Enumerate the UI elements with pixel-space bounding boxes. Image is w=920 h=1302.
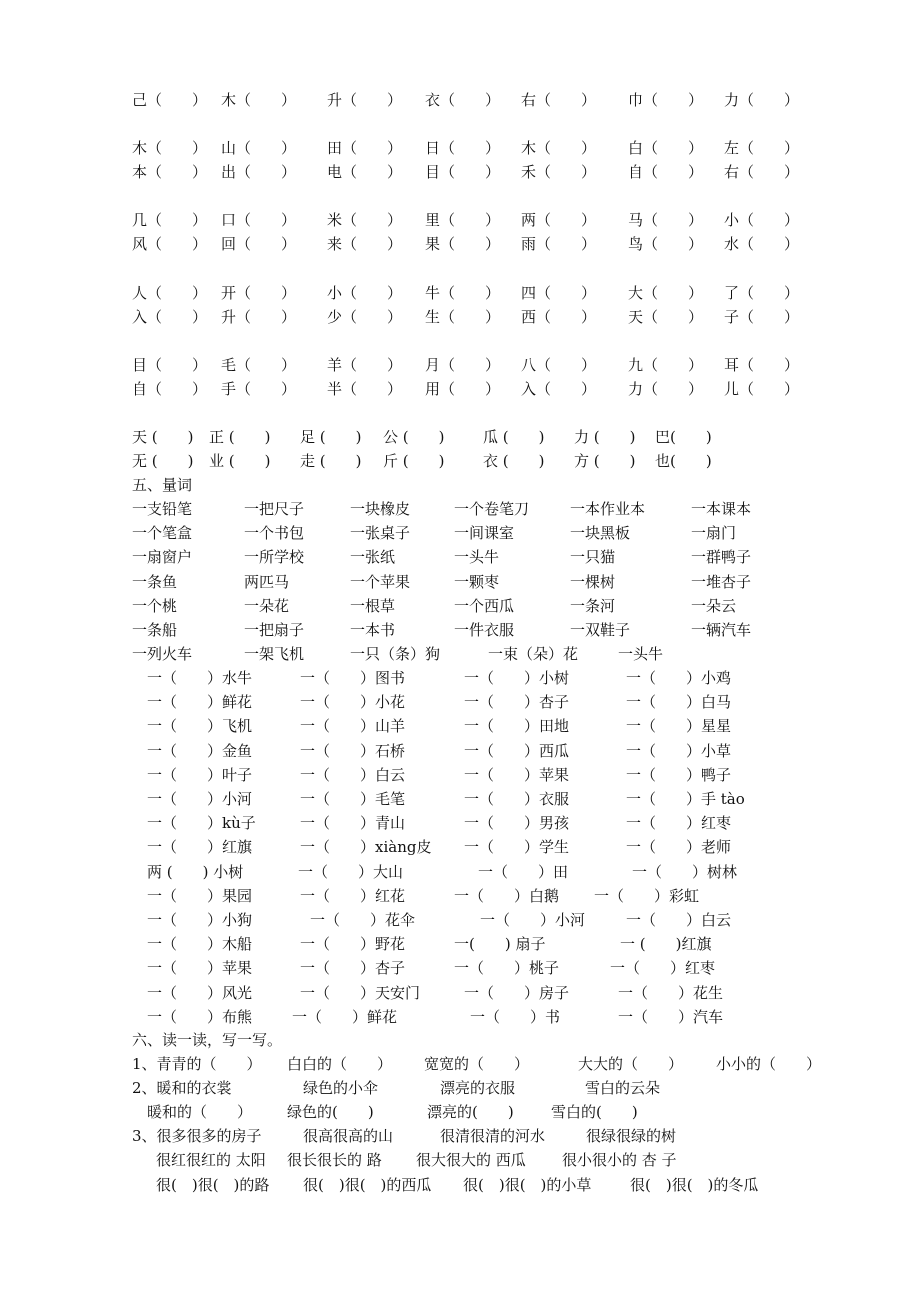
char-blank: 人（ ） [132, 284, 208, 302]
fill-blank: 一（ ）小河 [147, 790, 253, 808]
char-blank: 木（ ） [132, 139, 208, 157]
example-phrase: 一把扇子 [244, 621, 305, 639]
fill-blank: 一（ ）小狗 [147, 911, 253, 929]
read-write-phrase: 漂亮的( ) [427, 1103, 514, 1121]
example-row [0, 594, 920, 618]
fill-blank: 一（ ）田地 [464, 717, 570, 736]
read-write-phrase: 很绿很绿的树 [586, 1127, 677, 1145]
example-row [0, 618, 920, 642]
fill-blank: 一（ ）学生 [464, 838, 570, 857]
fill-blank: 一（ ）kù子 [147, 814, 256, 833]
fill-blank: 一（ ）毛笔 [300, 790, 406, 808]
char-blank: 自（ ） [132, 380, 208, 398]
char-blank: 左（ ） [724, 139, 800, 157]
example-phrase: 一扇门 [691, 524, 737, 543]
example-phrase: 一本书 [350, 621, 396, 639]
read-write-phrase: 很( )很( )的西瓜 [303, 1176, 432, 1194]
char-blank: 口（ ） [221, 211, 297, 229]
example-phrase: 一双鞋子 [570, 621, 631, 639]
section-5-title: 五、量词 [132, 476, 193, 494]
fill-blank: 一（ ）花生 [618, 983, 724, 1002]
char-blank: 羊（ ） [327, 356, 403, 374]
fill-row [0, 1005, 920, 1029]
example-phrase: 一张纸 [350, 548, 396, 567]
fill-blank: 一（ ）书 [470, 1007, 561, 1026]
char-blank: 业 ( ) [209, 452, 271, 470]
example-phrase: 一个苹果 [350, 572, 411, 591]
fill-blank: 一（ ）图书 [300, 669, 406, 687]
fill-blank: 一（ ）杏子 [464, 693, 570, 712]
char-blank: 西（ ） [521, 308, 597, 326]
read-write-phrase: 小小的（ ） [716, 1055, 822, 1073]
char-row [0, 88, 920, 112]
char-blank: 出（ ） [221, 163, 297, 181]
fill-blank: 一（ ）红枣 [626, 814, 732, 833]
char-row [0, 160, 920, 184]
char-blank: 鸟（ ） [628, 235, 704, 253]
read-write-phrase: 很红很红的 太阳 [156, 1151, 266, 1169]
read-write-row [0, 1100, 920, 1124]
fill-blank: 一（ ）红花 [300, 886, 406, 905]
read-write-row [0, 1148, 920, 1172]
example-phrase: 一架飞机 [244, 645, 305, 664]
char-row [0, 425, 920, 449]
fill-row [0, 956, 920, 980]
fill-blank: 一（ ）星星 [626, 717, 732, 736]
example-phrase: 一块黑板 [570, 524, 631, 543]
fill-blank: 一 ( )红旗 [620, 935, 712, 954]
read-write-phrase: 2、暖和的衣裳 [132, 1079, 232, 1097]
char-blank: 力（ ） [628, 380, 704, 398]
example-phrase: 一条鱼 [132, 572, 178, 591]
char-blank: 马（ ） [628, 211, 704, 229]
fill-blank: 一（ ）石桥 [300, 741, 406, 760]
read-write-phrase: 漂亮的衣服 [440, 1079, 516, 1097]
fill-row [0, 811, 920, 835]
section-6-title: 六、读一读，写一写。 [132, 1031, 283, 1049]
example-phrase: 一根草 [350, 596, 396, 615]
char-blank: 耳（ ） [724, 356, 800, 374]
char-blank: 来（ ） [327, 235, 403, 253]
char-blank: 入（ ） [521, 380, 597, 398]
char-blank: 力（ ） [724, 91, 800, 109]
fill-blank: 一（ ）老师 [626, 838, 732, 857]
char-blank: 小（ ） [724, 211, 800, 229]
char-blank: 入（ ） [132, 308, 208, 326]
example-phrase: 一朵花 [244, 596, 290, 615]
fill-blank: 一（ ）叶子 [147, 765, 253, 784]
char-blank: 公 ( ) [383, 428, 445, 446]
read-write-phrase: 宽宽的（ ） [424, 1055, 530, 1073]
fill-blank: 一（ ）大山 [298, 862, 404, 881]
char-blank: 山（ ） [221, 139, 297, 157]
fill-blank: 一（ ）野花 [300, 935, 406, 954]
fill-blank: 一（ ）汽车 [618, 1007, 724, 1026]
example-phrase: 一件衣服 [454, 621, 515, 639]
example-phrase: 一条河 [570, 596, 616, 615]
char-row [0, 281, 920, 305]
char-blank: 衣（ ） [425, 91, 501, 109]
fill-blank: 一（ ）杏子 [300, 959, 406, 978]
fill-row [0, 787, 920, 811]
fill-blank: 一（ ）手 tào [626, 790, 745, 808]
example-phrase: 一棵树 [570, 572, 616, 591]
example-phrase: 一只猫 [570, 548, 616, 567]
read-write-phrase: 白白的（ ） [287, 1055, 393, 1073]
char-blank: 田（ ） [327, 139, 403, 157]
read-write-phrase: 雪白的云朵 [585, 1079, 661, 1097]
fill-blank: 一（ ）苹果 [147, 959, 253, 978]
read-write-phrase: 大大的（ ） [578, 1055, 684, 1073]
fill-blank: 一（ ）鸭子 [626, 765, 732, 784]
char-blank: 巾（ ） [628, 91, 704, 109]
example-phrase: 一个笔盒 [132, 524, 193, 543]
char-blank: 天（ ） [628, 308, 704, 326]
read-write-phrase: 绿色的( ) [287, 1103, 374, 1121]
char-row [0, 232, 920, 256]
char-blank: 雨（ ） [521, 235, 597, 253]
example-phrase: 一所学校 [244, 548, 305, 567]
example-phrase: 一列火车 [132, 645, 193, 664]
char-blank: 米（ ） [327, 211, 403, 229]
example-phrase: 一辆汽车 [691, 621, 752, 639]
char-blank: 子（ ） [724, 308, 800, 326]
example-phrase: 一支铅笔 [132, 500, 193, 518]
example-row [0, 497, 920, 521]
char-blank: 也( ) [655, 452, 712, 470]
fill-blank: 一（ ）白云 [626, 911, 732, 929]
example-phrase: 一群鸭子 [691, 548, 752, 567]
char-blank: 九（ ） [628, 356, 704, 374]
fill-blank: 一（ ）红枣 [610, 959, 716, 978]
fill-blank: 一（ ）男孩 [464, 814, 570, 833]
example-phrase: 一个卷笔刀 [454, 500, 530, 518]
fill-blank: 一（ ）白马 [626, 693, 732, 712]
char-blank: 日（ ） [425, 139, 501, 157]
fill-blank: 一（ ）衣服 [464, 790, 570, 808]
fill-blank: 一（ ）青山 [300, 814, 406, 833]
char-blank: 足 ( ) [300, 428, 362, 446]
char-blank: 白（ ） [628, 139, 704, 157]
char-blank: 右（ ） [521, 91, 597, 109]
fill-row [0, 714, 920, 738]
char-blank: 右（ ） [724, 163, 800, 181]
fill-blank: 两 ( ) 小树 [147, 862, 244, 881]
char-blank: 力 ( ) [574, 428, 636, 446]
char-blank: 自（ ） [628, 163, 704, 181]
read-write-phrase: 很( )很( )的冬瓜 [630, 1176, 759, 1194]
fill-blank: 一（ ）金鱼 [147, 741, 253, 760]
char-blank: 木（ ） [521, 139, 597, 157]
example-phrase: 一张桌子 [350, 524, 411, 543]
char-blank: 走 ( ) [300, 452, 362, 470]
example-phrase: 一只（条）狗 [350, 645, 441, 664]
char-blank: 方 ( ) [574, 452, 636, 470]
fill-row [0, 981, 920, 1005]
char-blank: 半（ ） [327, 380, 403, 398]
read-write-row [0, 1052, 920, 1076]
fill-row [0, 932, 920, 956]
char-blank: 禾（ ） [521, 163, 597, 181]
char-blank: 月（ ） [425, 356, 501, 374]
read-write-phrase: 很小很小的 杏 子 [562, 1151, 677, 1169]
fill-blank: 一（ ）小树 [464, 669, 570, 687]
char-blank: 少（ ） [327, 308, 403, 326]
example-phrase: 一间课室 [454, 524, 515, 543]
fill-row [0, 908, 920, 932]
char-blank: 风（ ） [132, 235, 208, 253]
char-blank: 大（ ） [628, 284, 704, 302]
char-row [0, 449, 920, 473]
char-blank: 了（ ） [724, 284, 800, 302]
fill-blank: 一（ ）彩虹 [594, 886, 700, 905]
example-phrase: 一把尺子 [244, 500, 305, 518]
example-row [0, 545, 920, 569]
char-row [0, 377, 920, 401]
example-phrase: 一本作业本 [570, 500, 646, 518]
example-phrase: 一颗枣 [454, 572, 500, 591]
char-row [0, 353, 920, 377]
fill-blank: 一（ ）xiàng皮 [300, 838, 432, 857]
read-write-phrase: 很高很高的山 [303, 1127, 394, 1145]
fill-blank: 一（ ）白鹅 [454, 886, 560, 905]
read-write-phrase: 很( )很( )的小草 [463, 1176, 592, 1194]
fill-blank: 一（ ）小草 [626, 741, 732, 760]
fill-blank: 一（ ）鲜花 [147, 693, 253, 712]
read-write-row [0, 1076, 920, 1100]
read-write-row [0, 1173, 920, 1197]
read-write-phrase: 1、青青的（ ） [132, 1055, 262, 1073]
fill-row [0, 763, 920, 787]
fill-blank: 一（ ）房子 [464, 983, 570, 1002]
fill-row [0, 884, 920, 908]
fill-row [0, 835, 920, 859]
fill-row [0, 690, 920, 714]
char-blank: 手（ ） [221, 380, 297, 398]
char-blank: 正 ( ) [209, 428, 271, 446]
example-phrase: 一个桃 [132, 596, 178, 615]
char-blank: 斤 ( ) [383, 452, 445, 470]
read-write-row [0, 1124, 920, 1148]
char-blank: 水（ ） [724, 235, 800, 253]
read-write-phrase: 很清很清的河水 [440, 1127, 546, 1145]
fill-blank: 一（ ）苹果 [464, 765, 570, 784]
fill-blank: 一( ) 扇子 [454, 935, 546, 954]
fill-blank: 一（ ）树林 [632, 862, 738, 881]
fill-blank: 一（ ）布熊 [147, 1007, 253, 1026]
fill-blank: 一（ ）山羊 [300, 717, 406, 736]
example-phrase: 一头牛 [618, 645, 664, 664]
char-blank: 开（ ） [221, 284, 297, 302]
char-blank: 毛（ ） [221, 356, 297, 374]
char-blank: 里（ ） [425, 211, 501, 229]
fill-blank: 一（ ）小花 [300, 693, 406, 712]
char-blank: 四（ ） [521, 284, 597, 302]
fill-blank: 一（ ）花伞 [310, 911, 416, 929]
char-blank: 巴( ) [655, 428, 712, 446]
fill-blank: 一（ ）天安门 [300, 983, 421, 1002]
example-phrase: 一头牛 [454, 548, 500, 567]
fill-blank: 一（ ）鲜花 [292, 1007, 398, 1026]
fill-blank: 一（ ）木船 [147, 935, 253, 954]
char-row [0, 305, 920, 329]
char-blank: 衣 ( ) [483, 452, 545, 470]
char-blank: 小（ ） [327, 284, 403, 302]
read-write-phrase: 绿色的小伞 [303, 1079, 379, 1097]
read-write-phrase: 很大很大的 西瓜 [416, 1151, 526, 1169]
fill-blank: 一（ ）西瓜 [464, 741, 570, 760]
example-phrase: 一扇窗户 [132, 548, 193, 567]
char-blank: 升（ ） [221, 308, 297, 326]
char-row [0, 208, 920, 232]
char-blank: 几（ ） [132, 211, 208, 229]
example-phrase: 一堆杏子 [691, 572, 752, 591]
example-row [0, 570, 920, 594]
fill-blank: 一（ ）白云 [300, 765, 406, 784]
fill-blank: 一（ ）小河 [480, 911, 586, 929]
char-blank: 用（ ） [425, 380, 501, 398]
example-row [0, 642, 920, 666]
fill-row [0, 860, 920, 884]
char-blank: 己（ ） [132, 91, 208, 109]
read-write-phrase: 3、很多很多的房子 [132, 1127, 262, 1145]
fill-blank: 一（ ）红旗 [147, 838, 253, 857]
example-phrase: 一个书包 [244, 524, 305, 543]
char-row [0, 136, 920, 160]
fill-blank: 一（ ）风光 [147, 983, 253, 1002]
fill-blank: 一（ ）水牛 [147, 669, 253, 687]
example-phrase: 一块橡皮 [350, 500, 411, 518]
fill-blank: 一（ ）果园 [147, 886, 253, 905]
read-write-phrase: 暖和的（ ） [147, 1103, 253, 1121]
fill-row [0, 666, 920, 690]
fill-blank: 一（ ）飞机 [147, 717, 253, 736]
char-blank: 八（ ） [521, 356, 597, 374]
char-blank: 电（ ） [327, 163, 403, 181]
fill-row [0, 739, 920, 763]
example-phrase: 一本课本 [691, 500, 752, 518]
read-write-phrase: 雪白的( ) [551, 1103, 638, 1121]
read-write-phrase: 很( )很( )的路 [156, 1176, 270, 1194]
char-blank: 牛（ ） [425, 284, 501, 302]
char-blank: 升（ ） [327, 91, 403, 109]
char-blank: 目（ ） [132, 356, 208, 374]
fill-blank: 一（ ）小鸡 [626, 669, 732, 687]
example-phrase: 一条船 [132, 621, 178, 639]
char-blank: 木（ ） [221, 91, 297, 109]
char-blank: 回（ ） [221, 235, 297, 253]
char-blank: 生（ ） [425, 308, 501, 326]
char-blank: 两（ ） [521, 211, 597, 229]
char-blank: 果（ ） [425, 235, 501, 253]
fill-blank: 一（ ）田 [478, 862, 569, 881]
char-blank: 本（ ） [132, 163, 208, 181]
example-phrase: 两匹马 [244, 572, 290, 591]
char-blank: 瓜 ( ) [483, 428, 545, 446]
char-blank: 天 ( ) [132, 428, 194, 446]
char-blank: 儿（ ） [724, 380, 800, 398]
char-blank: 目（ ） [425, 163, 501, 181]
char-blank: 无 ( ) [132, 452, 194, 470]
example-row [0, 521, 920, 545]
example-phrase: 一朵云 [691, 596, 737, 615]
example-phrase: 一个西瓜 [454, 596, 515, 615]
fill-blank: 一（ ）桃子 [454, 959, 560, 978]
read-write-phrase: 很长很长的 路 [287, 1151, 382, 1169]
example-phrase: 一束（朵）花 [488, 645, 579, 664]
